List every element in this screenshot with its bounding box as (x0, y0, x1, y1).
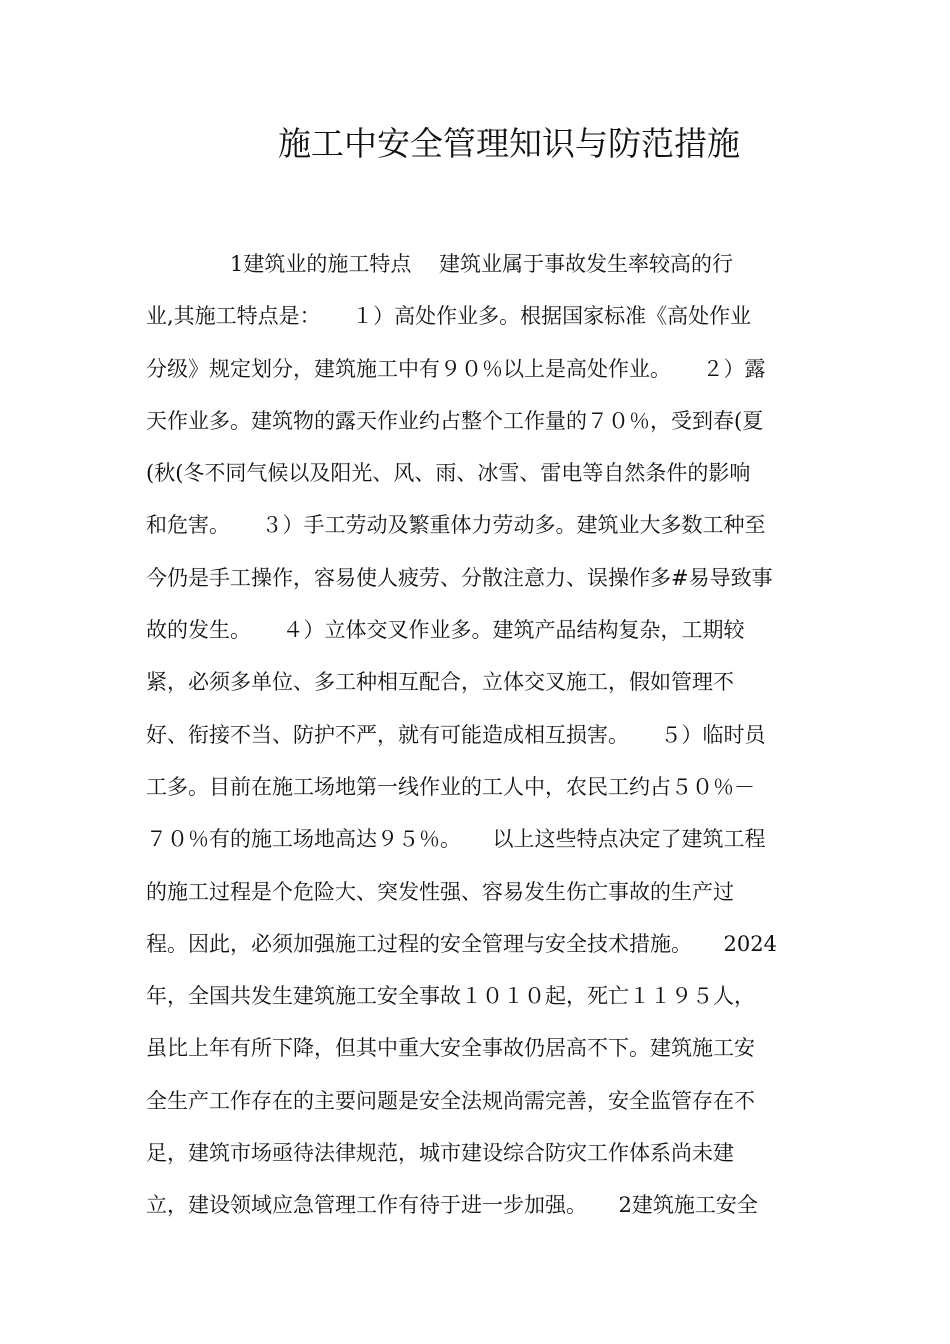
body-line: 今仍是手工操作，容易使人疲劳、分散注意力、误操作多#易导致事 (146, 565, 773, 590)
body-line: 业,其施工特点是： １）高处作业多。根据国家标准《高处作业 (146, 304, 752, 329)
document-title: 施工中安全管理知识与防范措施 (278, 124, 740, 163)
body-line: 1建筑业的施工特点 建筑业属于事故发生率较高的行 (146, 252, 734, 276)
body-line: 足，建筑市场亟待法律规范，城市建设综合防灾工作体系尚未建 (146, 1141, 734, 1166)
body-line: ７０％有的施工场地高达９５％。 以上这些特点决定了建筑工程 (146, 827, 766, 852)
body-line: 年，全国共发生建筑施工安全事故１０１０起，死亡１１９５人， (146, 984, 755, 1009)
body-line: 和危害。 ３）手工劳动及繁重体力劳动多。建筑业大多数工种至 (146, 513, 766, 538)
document-body (146, 242, 810, 1236)
body-line: 天作业多。建筑物的露天作业约占整个工作量的７０％，受到春(夏 (146, 408, 764, 433)
body-line: (秋(冬不同气候以及阳光、风、雨、冰雪、雷电等自然条件的影响 (146, 461, 751, 486)
body-line: 的施工过程是个危险大、突发性强、容易发生伤亡事故的生产过 (146, 879, 734, 904)
body-line: 分级》规定划分，建筑施工中有９０％以上是高处作业。 ２）露 (146, 356, 766, 381)
body-line: 紧，必须多单位、多工种相互配合，立体交叉施工，假如管理不 (146, 670, 734, 695)
body-line: 程。因此，必须加强施工过程的安全管理与安全技术措施。 2024 (146, 931, 777, 956)
body-line: 立，建设领域应急管理工作有待于进一步加强。 2建筑施工安全 (146, 1193, 758, 1218)
body-line: 好、衔接不当、防护不严，就有可能造成相互损害。 ５）临时员 (146, 722, 766, 747)
body-line: 虽比上年有所下降，但其中重大安全事故仍居高不下。建筑施工安 (146, 1036, 755, 1061)
body-line: 全生产工作存在的主要问题是安全法规尚需完善，安全监管存在不 (146, 1088, 755, 1113)
body-line: 故的发生。 ４）立体交叉作业多。建筑产品结构复杂，工期较 (146, 618, 745, 643)
body-line: 工多。目前在施工场地第一线作业的工人中，农民工约占５０％－ (146, 774, 755, 799)
